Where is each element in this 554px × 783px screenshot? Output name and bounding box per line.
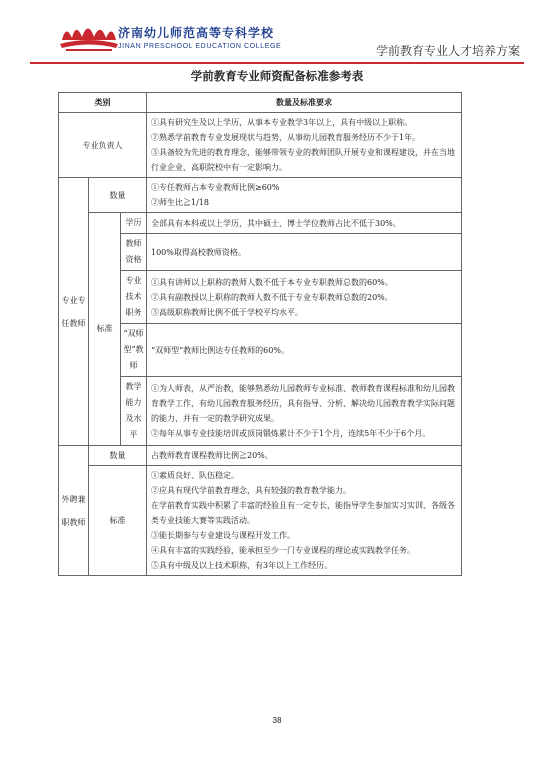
sub-label: 教师资格 [121, 234, 147, 271]
table-row [59, 178, 462, 213]
fulltime-standard-label: 标准 [89, 213, 121, 446]
document-name: 学前教育专业人才培养方案 [375, 44, 520, 58]
header-category: 类别 [59, 93, 147, 113]
list-item: ①具有研究生及以上学历，从事本专业教学3年以上，具有中级以上职称。 [151, 118, 413, 127]
sub-requirement: “双师型”教师比例达专任教师的60%。 [147, 324, 462, 377]
external-standard-label: 标准 [89, 466, 147, 576]
school-logo [58, 18, 120, 54]
list-item: ②应具有现代学前教育理念，具有较强的教育教学能力。 [151, 486, 351, 495]
list-item: ②师生比≧1/18 [151, 198, 209, 207]
list-item: ②熟悉学前教育专业发展现状与趋势，从事幼儿园教育服务经历不少于1年。 [151, 133, 421, 142]
external-requirements [147, 466, 462, 576]
school-name-en: JINAN PRESCHOOL EDUCATION COLLEGE [118, 43, 282, 50]
table-row [59, 466, 462, 576]
fulltime-quantity-label: 数量 [89, 178, 147, 213]
leader-label: 专业负责人 [59, 113, 147, 178]
leader-requirements [147, 113, 462, 178]
school-name-cn: 济南幼儿师范高等专科学校 [118, 26, 275, 40]
list-item: 在学前教育实践中积累了丰富的经验且有一定专长，能指导学生参加实习实训、各级各类专业技能大赛等实践活动。 [151, 501, 455, 525]
list-item: ③高级职称教师比例不低于学校平均水平。 [151, 307, 303, 317]
list-item: ①专任教师占本专业教师比例≥60% [151, 183, 280, 192]
external-label: 外聘兼职教师 [59, 446, 89, 576]
table-header-row [59, 93, 462, 113]
page-number: 38 [272, 716, 282, 725]
sub-requirement [147, 377, 462, 446]
external-quantity: 占教师教育课程教师比例≧20%。 [147, 446, 462, 466]
sub-requirement [147, 271, 462, 324]
table-row [59, 213, 462, 234]
list-item: ①具有讲师以上职称的教师人数不低于本专业专职教师总数的60%。 [151, 277, 393, 287]
sub-requirement: 全部具有本科或以上学历，其中硕士、博士学位教师占比不低于30%。 [147, 213, 462, 234]
list-item: ⑤具有中级及以上技术职称，有3年以上工作经历。 [151, 561, 333, 570]
list-item: ①为人师表，从严治教，能够熟悉幼儿园教师专业标准、教师教育课程标准和幼儿园教育教学工作，有幼儿园教育服务经历，具有指导、分析、解决幼儿园教育教学实际问题的能力，并有一定的教学研究成果。 [151, 384, 455, 423]
list-item: ③能长期参与专业建设与课程开发工作。 [151, 531, 295, 540]
fulltime-quantity [147, 178, 462, 213]
staffing-standards-table [58, 92, 462, 576]
list-item: ②具有副教授以上职称的教师人数不低于专业专职教师总数的20%。 [151, 292, 393, 302]
school-name [118, 24, 281, 50]
sub-label: 学历 [121, 213, 147, 234]
table-title: 学前教育专业师资配备标准参考表 [190, 69, 364, 83]
list-item: ②每年从事专业技能培训或顶岗锻炼累计不少于1个月，连续5年不少于6个月。 [151, 429, 431, 438]
sub-label: 专业技术职务 [121, 271, 147, 324]
external-quantity-label: 数量 [89, 446, 147, 466]
list-item: ④具有丰富的实践经验，能承担至少一门专业课程的理论或实践教学任务。 [151, 546, 415, 555]
sub-requirement: 100%取得高校教师资格。 [147, 234, 462, 271]
header-divider [30, 62, 524, 64]
list-item: ③具备较为先进的教育理念，能够带领专业的教师团队开展专业和课程建设，并在当地行业企业、高职院校中有一定影响力。 [151, 148, 455, 172]
table-row [59, 113, 462, 178]
list-item: ①素质良好、队伍稳定。 [151, 471, 239, 480]
table-row [59, 446, 462, 466]
sub-label: “双师型”教师 [121, 324, 147, 377]
fulltime-label: 专业专任教师 [59, 178, 89, 446]
sub-label: 教学能力及水平 [121, 377, 147, 446]
header-requirements: 数量及标准要求 [147, 93, 462, 113]
